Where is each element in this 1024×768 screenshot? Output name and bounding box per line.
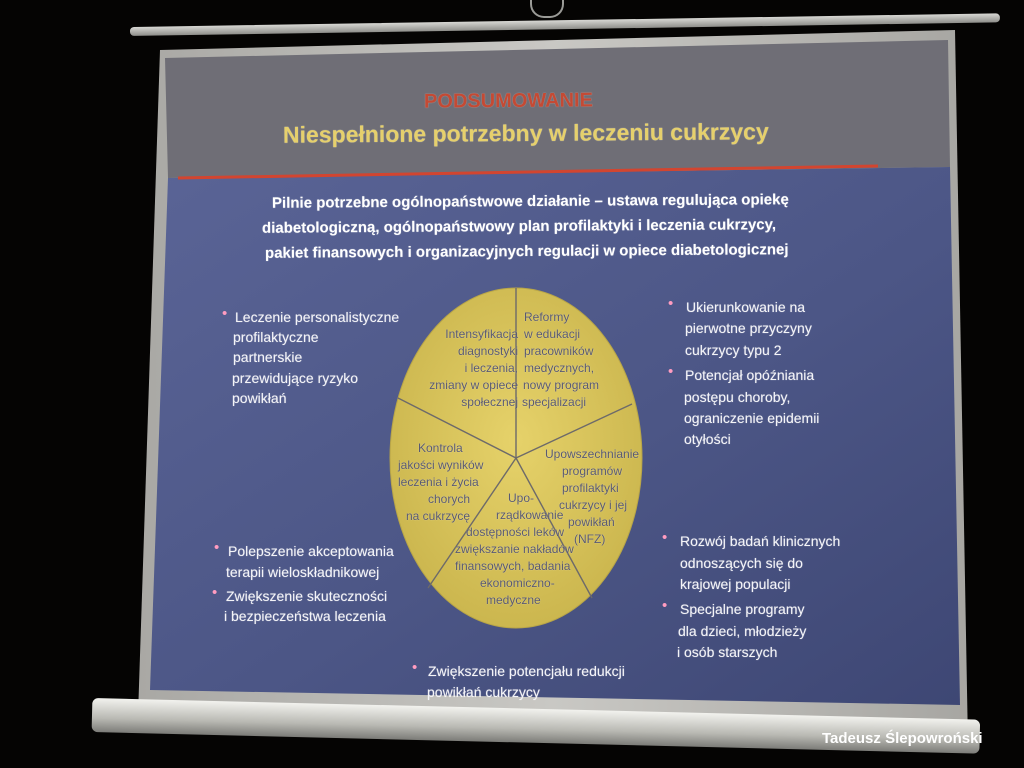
pie-label-line: (NFZ) — [574, 532, 606, 546]
bullet-line: przewidujące ryzyko — [232, 370, 359, 386]
bullet-line: otyłości — [684, 431, 731, 447]
bullet-line: i osób starszych — [677, 644, 778, 660]
bullet-dot: • — [222, 305, 228, 322]
pie-label-line: nowy program — [523, 378, 600, 392]
bullet-line: pierwotne przyczyny — [685, 320, 812, 336]
pie-label-line: Intensyfikacja — [445, 327, 518, 341]
pie-label-line: cukrzycy i jej — [559, 498, 628, 512]
bullet-line: Rozwój badań klinicznych — [680, 533, 841, 549]
slide-title-top: PODSUMOWANIE — [423, 89, 593, 113]
bullet-dot: • — [212, 584, 218, 601]
pie-label-line: powikłań — [568, 515, 615, 529]
bullet-line: odnoszących się do — [680, 555, 803, 571]
pie-label-line: programów — [562, 464, 623, 478]
pie-label-line: medycznych, — [524, 361, 595, 375]
pie-label-line: rządkowanie — [496, 508, 564, 522]
pie-label-line: Upowszechnianie — [545, 447, 640, 461]
bullet-line: Zwiększenie potencjału redukcji — [428, 663, 625, 679]
bullet-line: Specjalne programy — [680, 601, 805, 617]
photo-credit: Tadeusz Ślepowroński — [822, 730, 983, 747]
pie-label-line: na cukrzycę — [406, 509, 471, 523]
pie-label-line: chorych — [428, 492, 471, 506]
pie-label-line: zwiększanie nakładów — [455, 542, 574, 556]
lead-line: pakiet finansowych i organizacyjnych regulacji w opiece diabetologicznej — [264, 241, 789, 262]
bullet-line: powikłań cukrzycy — [427, 684, 540, 700]
pie-label-line: Kontrola — [418, 441, 463, 455]
pie-label-line: i leczenia, — [464, 361, 518, 375]
lead-line: diabetologiczną, ogólnopaństwowy plan profilaktyki i leczenia cukrzycy, — [261, 216, 777, 237]
bullet-line: Ukierunkowanie na — [686, 299, 806, 315]
bullet-dot: • — [662, 529, 668, 546]
pie-label-line: profilaktyki — [562, 481, 619, 495]
slide-title: Niespełnione potrzebny w leczeniu cukrzycy — [282, 118, 769, 148]
bullet-dot: • — [668, 363, 674, 380]
bullet-line: powikłań — [232, 390, 287, 406]
bullet-line: terapii wieloskładnikowej — [226, 564, 380, 580]
pie-label-line: leczenia i życia — [398, 475, 479, 489]
bullet-dot: • — [668, 295, 674, 312]
pie-label-line: ekonomiczno- — [480, 576, 555, 590]
pie-label-line: diagnostyki — [457, 344, 518, 358]
bullet-line: i bezpieczeństwa leczenia — [224, 608, 386, 624]
bullet-line: Polepszenie akceptowania — [228, 543, 394, 559]
bullet-line: postępu choroby, — [684, 389, 791, 405]
pie-label-line: Upo- — [508, 491, 535, 505]
bullet-line: Leczenie personalistyczne — [235, 309, 400, 325]
pie-label-line: jakości wyników — [398, 458, 484, 472]
pie-label-line: w edukacji — [524, 327, 581, 341]
bullet-line: krajowej populacji — [680, 576, 791, 592]
lead-line: Pilnie potrzebne ogólnopaństwowe działanie – ustawa regulująca opiekę — [271, 191, 789, 212]
bullet-line: Zwiększenie skuteczności — [226, 588, 388, 604]
bullet-line: cukrzycy typu 2 — [685, 342, 782, 358]
pie-label-line: zmiany w opiece — [429, 378, 518, 392]
pie-label-line: finansowych, badania — [455, 559, 571, 573]
bullet-line: profilaktyczne — [233, 329, 319, 345]
pie-label-line: pracowników — [524, 344, 594, 358]
pie-label-line: dostępności leków — [466, 525, 565, 539]
bullet-dot: • — [662, 597, 668, 614]
bullet-line: Potencjał opóźniania — [685, 367, 815, 383]
pie-label-line: społecznej — [461, 395, 518, 409]
bullet-line: partnerskie — [233, 349, 303, 365]
pie-label-line: specjalizacji — [522, 395, 587, 409]
bullet-line: ograniczenie epidemii — [684, 410, 820, 426]
pie-label-line: medyczne — [486, 593, 541, 607]
bullet-dot: • — [412, 659, 418, 676]
pie-label-line: Reformy — [524, 310, 570, 324]
bullet-dot: • — [214, 539, 220, 556]
bullet-line: dla dzieci, młodzieży — [678, 623, 807, 639]
